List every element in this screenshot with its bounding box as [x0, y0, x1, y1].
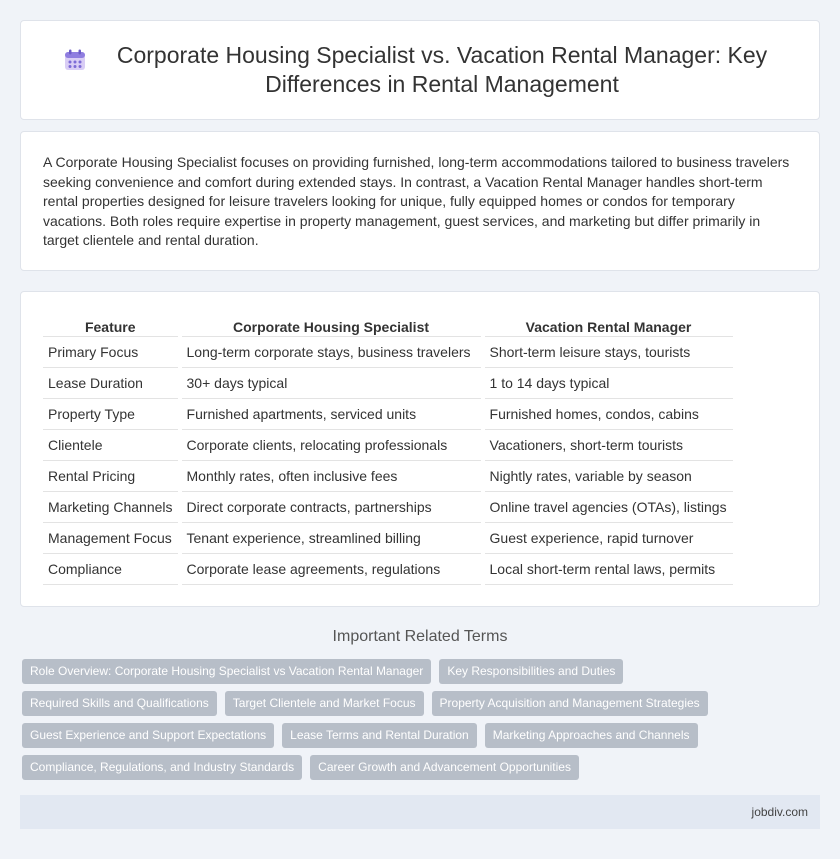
corporate-cell: Long-term corporate stays, business travelers — [182, 337, 481, 368]
vacation-cell: Vacationers, short-term tourists — [485, 430, 733, 461]
title-card — [20, 20, 820, 120]
vacation-cell: Nightly rates, variable by season — [485, 461, 733, 492]
corporate-cell: Corporate clients, relocating professionals — [182, 430, 481, 461]
column-header-corporate: Corporate Housing Specialist — [182, 315, 481, 337]
table-header-row — [43, 315, 733, 337]
related-terms-list — [22, 659, 822, 780]
corporate-cell: 30+ days typical — [182, 368, 481, 399]
table-row — [43, 461, 733, 492]
comparison-table — [43, 315, 733, 585]
related-term-tag[interactable]: Target Clientele and Market Focus — [225, 691, 424, 716]
vacation-cell: 1 to 14 days typical — [485, 368, 733, 399]
related-term-tag[interactable]: Lease Terms and Rental Duration — [282, 723, 477, 748]
corporate-cell: Corporate lease agreements, regulations — [182, 554, 481, 585]
feature-cell: Property Type — [43, 399, 178, 430]
corporate-cell: Tenant experience, streamlined billing — [182, 523, 481, 554]
footer-site-link[interactable]: jobdiv.com — [751, 805, 808, 819]
table-row — [43, 554, 733, 585]
feature-cell: Lease Duration — [43, 368, 178, 399]
table-row — [43, 337, 733, 368]
feature-cell: Management Focus — [43, 523, 178, 554]
feature-cell: Clientele — [43, 430, 178, 461]
vacation-cell: Furnished homes, condos, cabins — [485, 399, 733, 430]
table-row — [43, 430, 733, 461]
related-term-tag[interactable]: Guest Experience and Support Expectations — [22, 723, 274, 748]
intro-paragraph: A Corporate Housing Specialist focuses on providing furnished, long-term accommodations tailored to business travelers seeking convenience and comfort during extended stays. In contrast, a Vacation Rental Manager handles short-term rental properties designed for leisure travelers looking for unique, fully equipped homes or condos for temporary vacations. Both roles require expertise in property management, guest services, and marketing but differ primarily in target clientele and rental duration. — [43, 154, 790, 248]
vacation-cell: Local short-term rental laws, permits — [485, 554, 733, 585]
vacation-cell: Online travel agencies (OTAs), listings — [485, 492, 733, 523]
column-header-vacation: Vacation Rental Manager — [485, 315, 733, 337]
related-terms-heading: Important Related Terms — [332, 628, 508, 645]
related-term-tag[interactable]: Key Responsibilities and Duties — [439, 659, 623, 684]
table-row — [43, 399, 733, 430]
page-title: Corporate Housing Specialist vs. Vacation Rental Manager: Key Differences in Rental Management — [116, 42, 768, 97]
corporate-cell: Furnished apartments, serviced units — [182, 399, 481, 430]
related-term-tag[interactable]: Marketing Approaches and Channels — [485, 723, 698, 748]
feature-cell: Compliance — [43, 554, 178, 585]
related-term-tag[interactable]: Property Acquisition and Management Strategies — [432, 691, 708, 716]
feature-cell: Primary Focus — [43, 337, 178, 368]
vacation-cell: Guest experience, rapid turnover — [485, 523, 733, 554]
related-term-tag[interactable]: Required Skills and Qualifications — [22, 691, 217, 716]
footer — [20, 795, 820, 829]
related-term-tag[interactable]: Career Growth and Advancement Opportunities — [310, 755, 579, 780]
table-row — [43, 492, 733, 523]
intro-card — [20, 131, 820, 271]
table-row — [43, 368, 733, 399]
related-term-tag[interactable]: Compliance, Regulations, and Industry Standards — [22, 755, 302, 780]
column-header-feature: Feature — [43, 315, 178, 337]
feature-cell: Rental Pricing — [43, 461, 178, 492]
corporate-cell: Direct corporate contracts, partnerships — [182, 492, 481, 523]
vacation-cell: Short-term leisure stays, tourists — [485, 337, 733, 368]
comparison-table-card — [20, 291, 820, 607]
related-term-tag[interactable]: Role Overview: Corporate Housing Specialist vs Vacation Rental Manager — [22, 659, 431, 684]
table-row — [43, 523, 733, 554]
corporate-cell: Monthly rates, often inclusive fees — [182, 461, 481, 492]
feature-cell: Marketing Channels — [43, 492, 178, 523]
